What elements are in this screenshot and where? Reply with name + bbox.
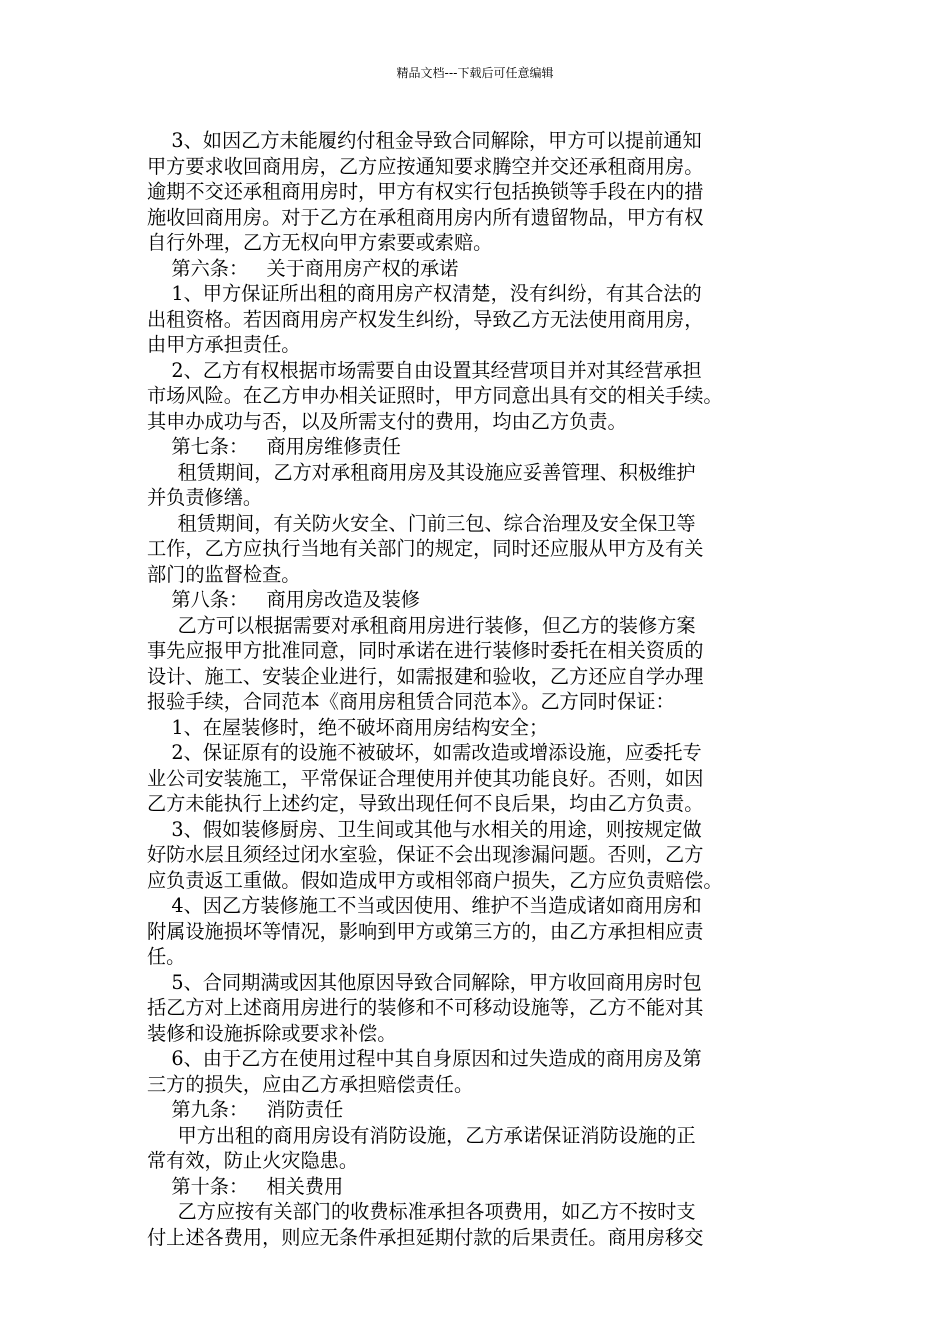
text-line: 报验手续，合同范本《商用房租赁合同范本》。乙方同时保证： xyxy=(147,690,675,713)
text-line: 部门的监督检查。 xyxy=(147,562,301,586)
section-heading: 第九条： 消防责任 xyxy=(147,1098,344,1121)
text-line: 6、由于乙方在使用过程中其自身原因和过失造成的商用房及第 xyxy=(147,1047,702,1070)
text-line: 事先应报甲方批准同意，同时承诺在进行装修时委托在相关资质的 xyxy=(147,639,704,662)
text-line: 3、如因乙方未能履约付租金导致合同解除，甲方可以提前通知 xyxy=(147,129,702,152)
text-line: 装修和设施拆除或要求补偿。 xyxy=(147,1021,397,1045)
text-line: 好防水层且须经过闭水室验，保证不会出现渗漏问题。否则，乙方 xyxy=(147,843,704,866)
text-line: 括乙方对上述商用房进行的装修和不可移动设施等，乙方不能对其 xyxy=(147,996,704,1019)
text-line: 其申办成功与否，以及所需支付的费用，均由乙方负责。 xyxy=(147,409,627,433)
document-body xyxy=(147,128,807,1250)
text-line: 甲方要求收回商用房，乙方应按通知要求腾空并交还承租商用房。 xyxy=(147,154,704,178)
text-line: 3、假如装修厨房、卫生间或其他与水相关的用途，则按规定做 xyxy=(147,817,702,841)
text-line: 设计、施工、安装企业进行，如需报建和验收，乙方还应自学办理 xyxy=(147,664,704,688)
text-line: 5、合同期满或因其他原因导致合同解除，甲方收回商用房时包 xyxy=(147,970,702,994)
text-line: 2、保证原有的设施不被破坏，如需改造或增添设施，应委托专 xyxy=(147,741,702,764)
text-line: 自行外理，乙方无权向甲方索要或索赔。 xyxy=(147,231,493,254)
text-line: 常有效，防止火灾隐患。 xyxy=(147,1149,359,1172)
section-heading: 第六条： 关于商用房产权的承诺 xyxy=(147,256,459,280)
text-line: 2、乙方有权根据市场需要自由设置其经营项目并对其经营承担 xyxy=(147,358,702,382)
text-line: 乙方可以根据需要对承租商用房进行装修，但乙方的装修方案 xyxy=(147,613,696,637)
text-line: 出租资格。若因商用房产权发生纠纷，导致乙方无法使用商用房， xyxy=(147,307,704,331)
text-line: 付上述各费用，则应无条件承担延期付款的后果责任。商用房移交 xyxy=(147,1225,704,1249)
text-line: 1、甲方保证所出租的商用房产权清楚，没有纠纷，有其合法的 xyxy=(147,282,702,305)
text-line: 工作，乙方应执行当地有关部门的规定，同时还应服从甲方及有关 xyxy=(147,537,704,560)
section-heading: 第十条： 相关费用 xyxy=(147,1174,344,1198)
text-line: 任。 xyxy=(147,945,186,968)
text-line: 施收回商用房。对于乙方在承租商用房内所有遗留物品，甲方有权 xyxy=(147,205,704,229)
text-line: 乙方未能执行上述约定，导致出现任何不良后果，均由乙方负责。 xyxy=(147,792,704,815)
text-line: 三方的损失，应由乙方承担赔偿责任。 xyxy=(147,1072,474,1096)
text-line: 由甲方承担责任。 xyxy=(147,333,301,356)
page-header: 精品文档---下载后可任意编辑 xyxy=(396,66,554,80)
text-line: 乙方应按有关部门的收费标准承担各项费用，如乙方不按时支 xyxy=(147,1200,696,1223)
section-heading: 第八条： 商用房改造及装修 xyxy=(147,588,420,611)
section-heading: 第七条： 商用房维修责任 xyxy=(147,435,401,458)
text-line: 4、因乙方装修施工不当或因使用、维护不当造成诸如商用房和 xyxy=(147,894,702,917)
text-line: 应负责返工重做。假如造成甲方或相邻商户损失，乙方应负责赔偿。 xyxy=(147,868,723,892)
text-line: 并负责修缮。 xyxy=(147,486,263,509)
text-line: 租赁期间，有关防火安全、门前三包、综合治理及安全保卫等 xyxy=(147,511,696,535)
text-line: 附属设施损坏等情况，影响到甲方或第三方的，由乙方承担相应责 xyxy=(147,919,704,943)
text-line: 逾期不交还承租商用房时，甲方有权实行包括换锁等手段在内的措 xyxy=(147,180,704,203)
text-line: 1、在屋装修时，绝不破坏商用房结构安全； xyxy=(147,715,549,739)
text-line: 市场风险。在乙方申办相关证照时，甲方同意出具有交的相关手续。 xyxy=(147,384,723,407)
text-line: 业公司安装施工，平常保证合理使用并使其功能良好。否则，如因 xyxy=(147,766,704,790)
text-line: 甲方出租的商用房设有消防设施，乙方承诺保证消防设施的正 xyxy=(147,1123,696,1147)
text-line: 租赁期间，乙方对承租商用房及其设施应妥善管理、积极维护 xyxy=(147,460,696,484)
